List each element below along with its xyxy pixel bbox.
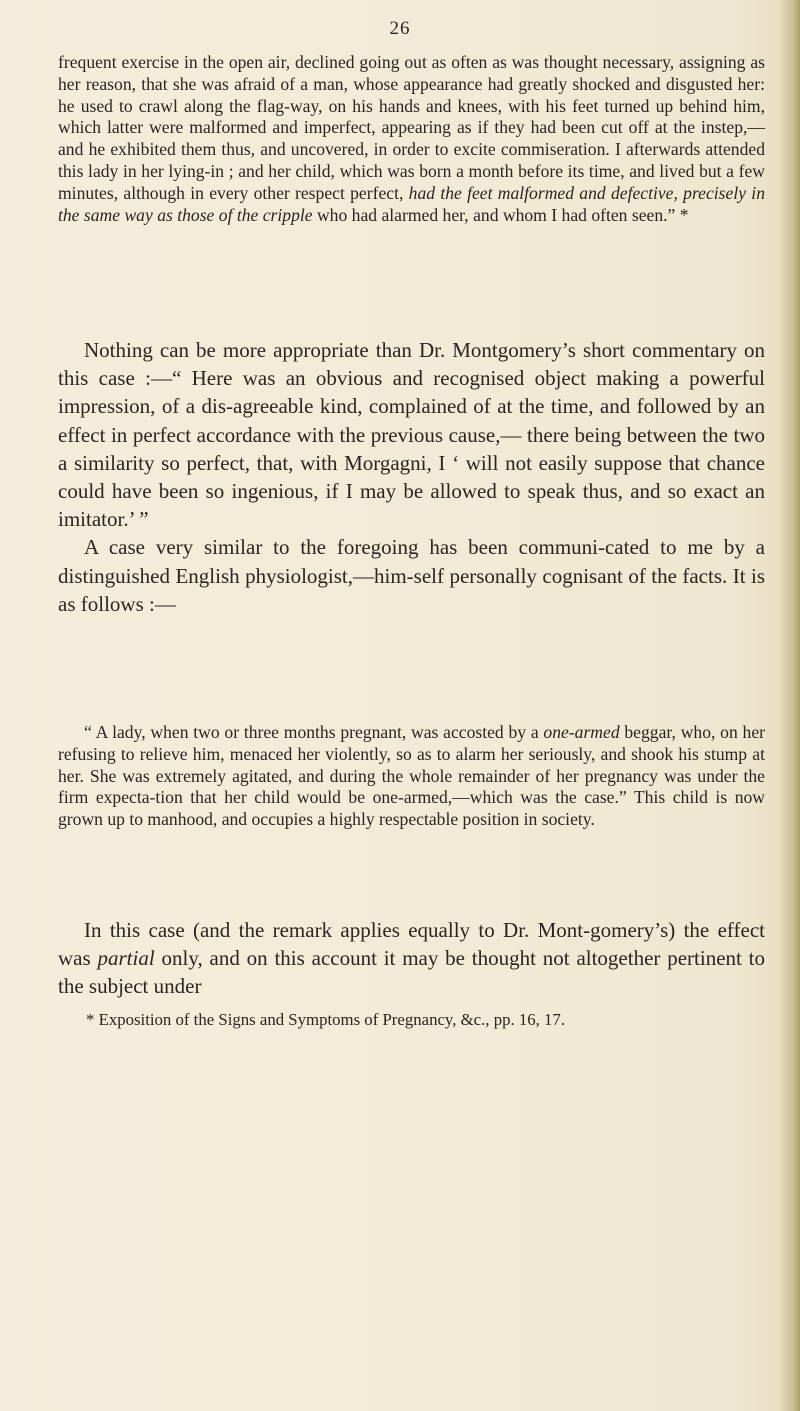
quoted-second-case <box>58 722 765 831</box>
quote1-text-b: who had alarmed her, and whom I had often seen.” * <box>312 204 689 225</box>
paragraph-case-intro: A case very similar to the foregoing has been communi-cated to me by a distinguished English physiologist,—him-self personally cognisant of the facts. It is as follows :— <box>58 535 765 616</box>
quote2-text-b: beggar, who, on her refusing to relieve him, menaced her violently, so as to alarm her seriously, and shook his stump at her. She was extremely agitated, and during the whole remainder of her pregnancy was under the firm expecta-tion that her child would be one-armed,—which was the case.” This child is now grown up to manhood, and occupies a highly respectable position in society. <box>58 722 765 830</box>
closing-paragraph <box>58 916 765 1001</box>
quote1-text-a: frequent exercise in the open air, declined going out as often as was thought necessary, assigning as her reason, that she was afraid of a man, whose appearance had greatly shocked and disgusted her: he used to crawl along the flag-way, on his hands and knees, with his feet turned up behind him, which latter were malformed and imperfect, appearing as if they had been cut off at the instep,—and he exhibited them thus, and uncovered, in order to excite commiseration. I afterwards attended this lady in her lying-in ; and her child, which was born a month before its time, and lived but a few minutes, although in every other respect perfect, <box>58 52 765 203</box>
paragraph3-text-b: only, and on this account it may be thought not altogether pertinent to the subject under <box>58 946 765 999</box>
paragraph-commentary: Nothing can be more appropriate than Dr. Montgomery’s short commentary on this case :—“ Here was an obvious and recognised object making a powerful impression, of a dis-agreeable kind, complained of at the time, and followed by an effect in perfect accordance with the previous cause,— there being between the two a similarity so perfect, that, with Morgagni, I ‘ will not easily suppose that chance could have been so ingenious, if I may be allowed to speak thus, and so exact an imitator.’ ” <box>58 338 765 532</box>
footnote: * Exposition of the Signs and Symptoms of Pregnancy, &c., pp. 16, 17. <box>86 1010 566 1029</box>
commentary-paragraphs <box>58 336 765 618</box>
paragraph3-text-a: In this case (and the remark applies equally to Dr. Mont-gomery’s) the effect was <box>58 918 765 971</box>
page-edge-shadow <box>778 0 800 1411</box>
page-number: 26 <box>389 18 411 39</box>
quote1-italic: had the feet malformed and defective, precisely in the same way as those of the cripple <box>58 182 765 225</box>
quote2-text-a: “ A lady, when two or three months pregnant, was accosted by a <box>84 722 544 742</box>
paragraph3-italic: partial <box>97 946 155 971</box>
quote2-italic: one-armed <box>543 722 620 742</box>
quoted-case-passage <box>58 52 765 226</box>
